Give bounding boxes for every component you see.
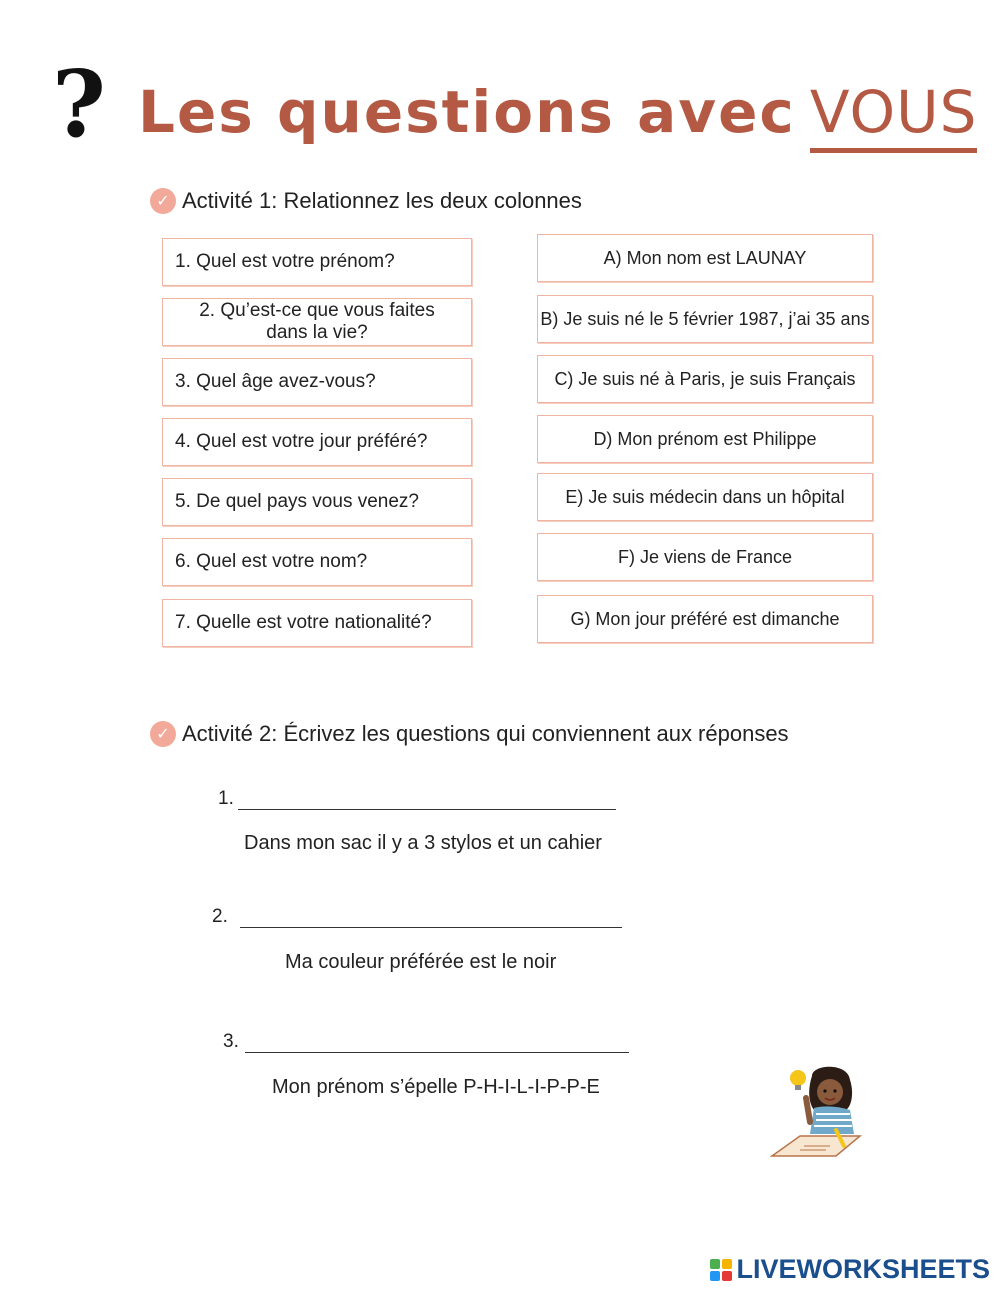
question-box-2[interactable] [162,298,472,346]
activity-1-heading-text: Activité 1: Relationnez les deux colonnes [182,188,582,213]
check-icon: ✓ [150,188,176,214]
answer-input-1[interactable] [238,793,616,810]
question-mark-icon: ? [52,50,106,158]
light-bulb-icon [790,1070,806,1086]
given-answer-2: Ma couleur préférée est le noir [285,951,557,973]
answer-text: G) Mon jour préféré est dimanche [570,608,840,629]
question-box-7[interactable] [162,599,472,647]
answer-text: B) Je suis né le 5 février 1987, j’ai 35 ans [540,308,870,329]
item-number: 3. [223,1031,239,1052]
answer-box-c[interactable] [537,355,873,403]
check-icon: ✓ [150,721,176,747]
item-number: 2. [212,906,228,927]
question-text: 2. Qu’est-ce que vous faites dans la vie? [199,300,435,343]
page-title-emphasis: VOUS [810,78,978,153]
question-text: 1. Quel est votre prénom? [175,251,395,272]
given-answer-3: Mon prénom s’épelle P-H-I-L-I-P-P-E [272,1076,600,1098]
answer-text: A) Mon nom est LAUNAY [603,247,807,268]
answer-box-g[interactable] [537,595,873,643]
write-line-1 [218,788,616,810]
question-box-5[interactable] [162,478,472,526]
activity-2-heading-text: Activité 2: Écrivez les questions qui conviennent aux réponses [182,721,789,746]
girl-studying-illustration [770,1062,866,1160]
answer-box-b[interactable] [537,295,873,343]
page-title-text: Les questions avec [138,78,796,146]
answer-box-e[interactable] [537,473,873,521]
logo-mark-icon [710,1259,732,1281]
answer-box-d[interactable] [537,415,873,463]
question-box-3[interactable] [162,358,472,406]
answer-input-2[interactable] [240,911,622,928]
answer-input-3[interactable] [245,1036,629,1053]
write-line-3 [223,1031,629,1053]
answer-box-f[interactable] [537,533,873,581]
question-text: 3. Quel âge avez-vous? [175,371,376,392]
write-line-2 [212,906,622,928]
answer-text: D) Mon prénom est Philippe [593,428,817,449]
answer-text: C) Je suis né à Paris, je suis Français [554,368,856,389]
given-answer-1: Dans mon sac il y a 3 stylos et un cahier [244,832,602,854]
page-title [138,78,977,153]
answer-text: E) Je suis médecin dans un hôpital [565,486,845,507]
question-box-6[interactable] [162,538,472,586]
answer-box-a[interactable] [537,234,873,282]
question-text: 7. Quelle est votre nationalité? [175,612,432,633]
question-box-4[interactable] [162,418,472,466]
activity-1-heading [150,188,582,214]
item-number: 1. [218,788,234,809]
liveworksheets-logo [710,1254,990,1285]
question-text: 5. De quel pays vous venez? [175,491,419,512]
logo-text: LIVEWORKSHEETS [736,1254,990,1284]
activity-2-heading [150,721,789,747]
question-box-1[interactable] [162,238,472,286]
answer-text: F) Je viens de France [617,546,793,567]
question-text: 4. Quel est votre jour préféré? [175,431,428,452]
question-text: 6. Quel est votre nom? [175,551,368,572]
